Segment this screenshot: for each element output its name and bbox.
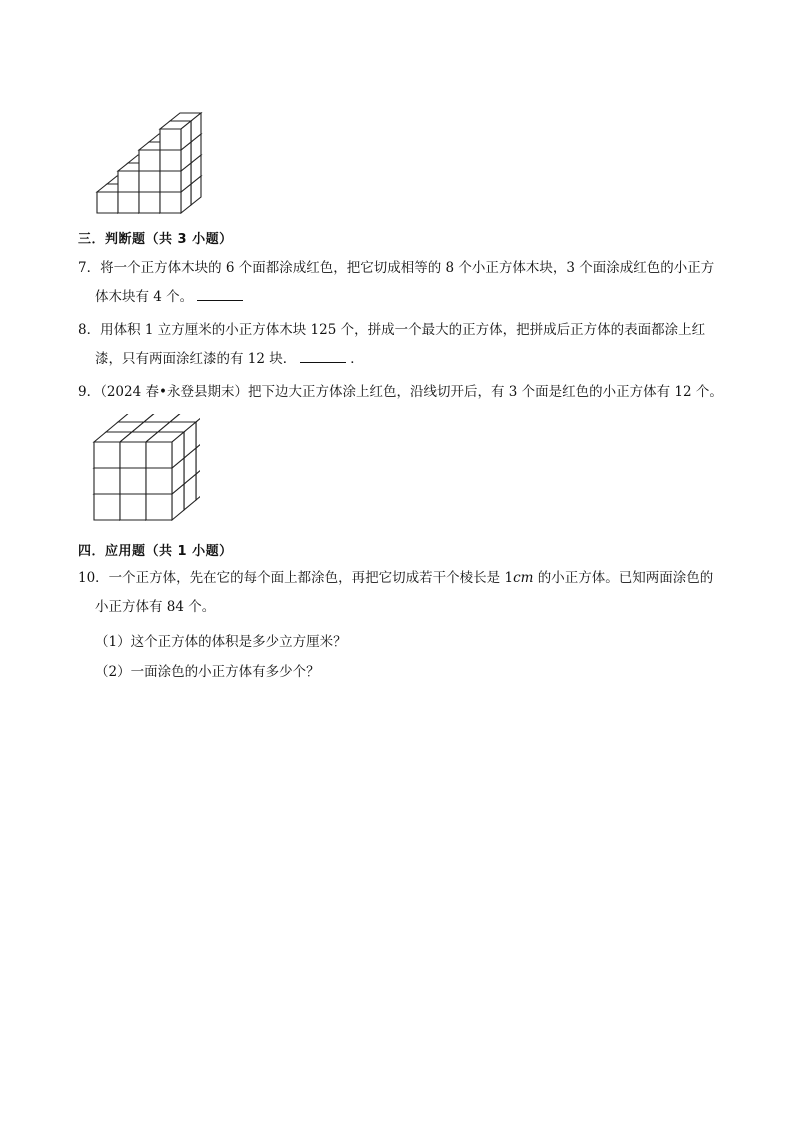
- question-10-sub1: （1）这个正方体的体积是多少立方厘米？: [95, 634, 347, 650]
- section-three-heading: 三．判断题（共 3 小题）: [78, 232, 233, 247]
- question-8: [78, 316, 728, 374]
- question-10: [78, 564, 728, 622]
- question-9-line1: 9．（2024 春•永登县期末）把下边大正方体涂上红色，沿线切开后，有 3 个面是红色的小正方体有 12 个。: [78, 384, 723, 400]
- answer-blank-8[interactable]: [300, 348, 346, 363]
- question-8-line2: 漆，只有两面涂红漆的有 12 块．: [95, 351, 297, 367]
- question-8-line1: 8．用体积 1 立方厘米的小正方体木块 125 个，拼成一个最大的正方体，把拼成后正方体的表面都涂上红: [78, 322, 706, 338]
- question-8-tail: ．: [350, 351, 364, 367]
- question-7-line1: 7．将一个正方体木块的 6 个面都涂成红色，把它切成相等的 8 个小正方体木块，3 个面涂成红色的小正方: [78, 260, 715, 276]
- section-four-heading: 四．应用题（共 1 小题）: [78, 544, 233, 559]
- question-9: [78, 378, 728, 407]
- staircase-cubes-figure: [92, 95, 212, 217]
- unit-cm: cm: [513, 570, 534, 586]
- question-7-line2: 体木块有 4 个。: [95, 289, 194, 305]
- answer-blank-7[interactable]: [197, 286, 243, 301]
- question-10-sub2: （2）一面涂色的小正方体有多少个？: [95, 664, 320, 680]
- question-7: [78, 254, 728, 312]
- question-10-line2: 小正方体有 84 个。: [95, 599, 216, 615]
- question-10-line1b: 的小正方体。已知两面涂色的: [533, 570, 714, 586]
- big-cube-figure: [92, 414, 200, 524]
- question-10-line1a: 10．一个正方体，先在它的每个面上都涂色，再把它切成若干个棱长是 1: [78, 570, 514, 586]
